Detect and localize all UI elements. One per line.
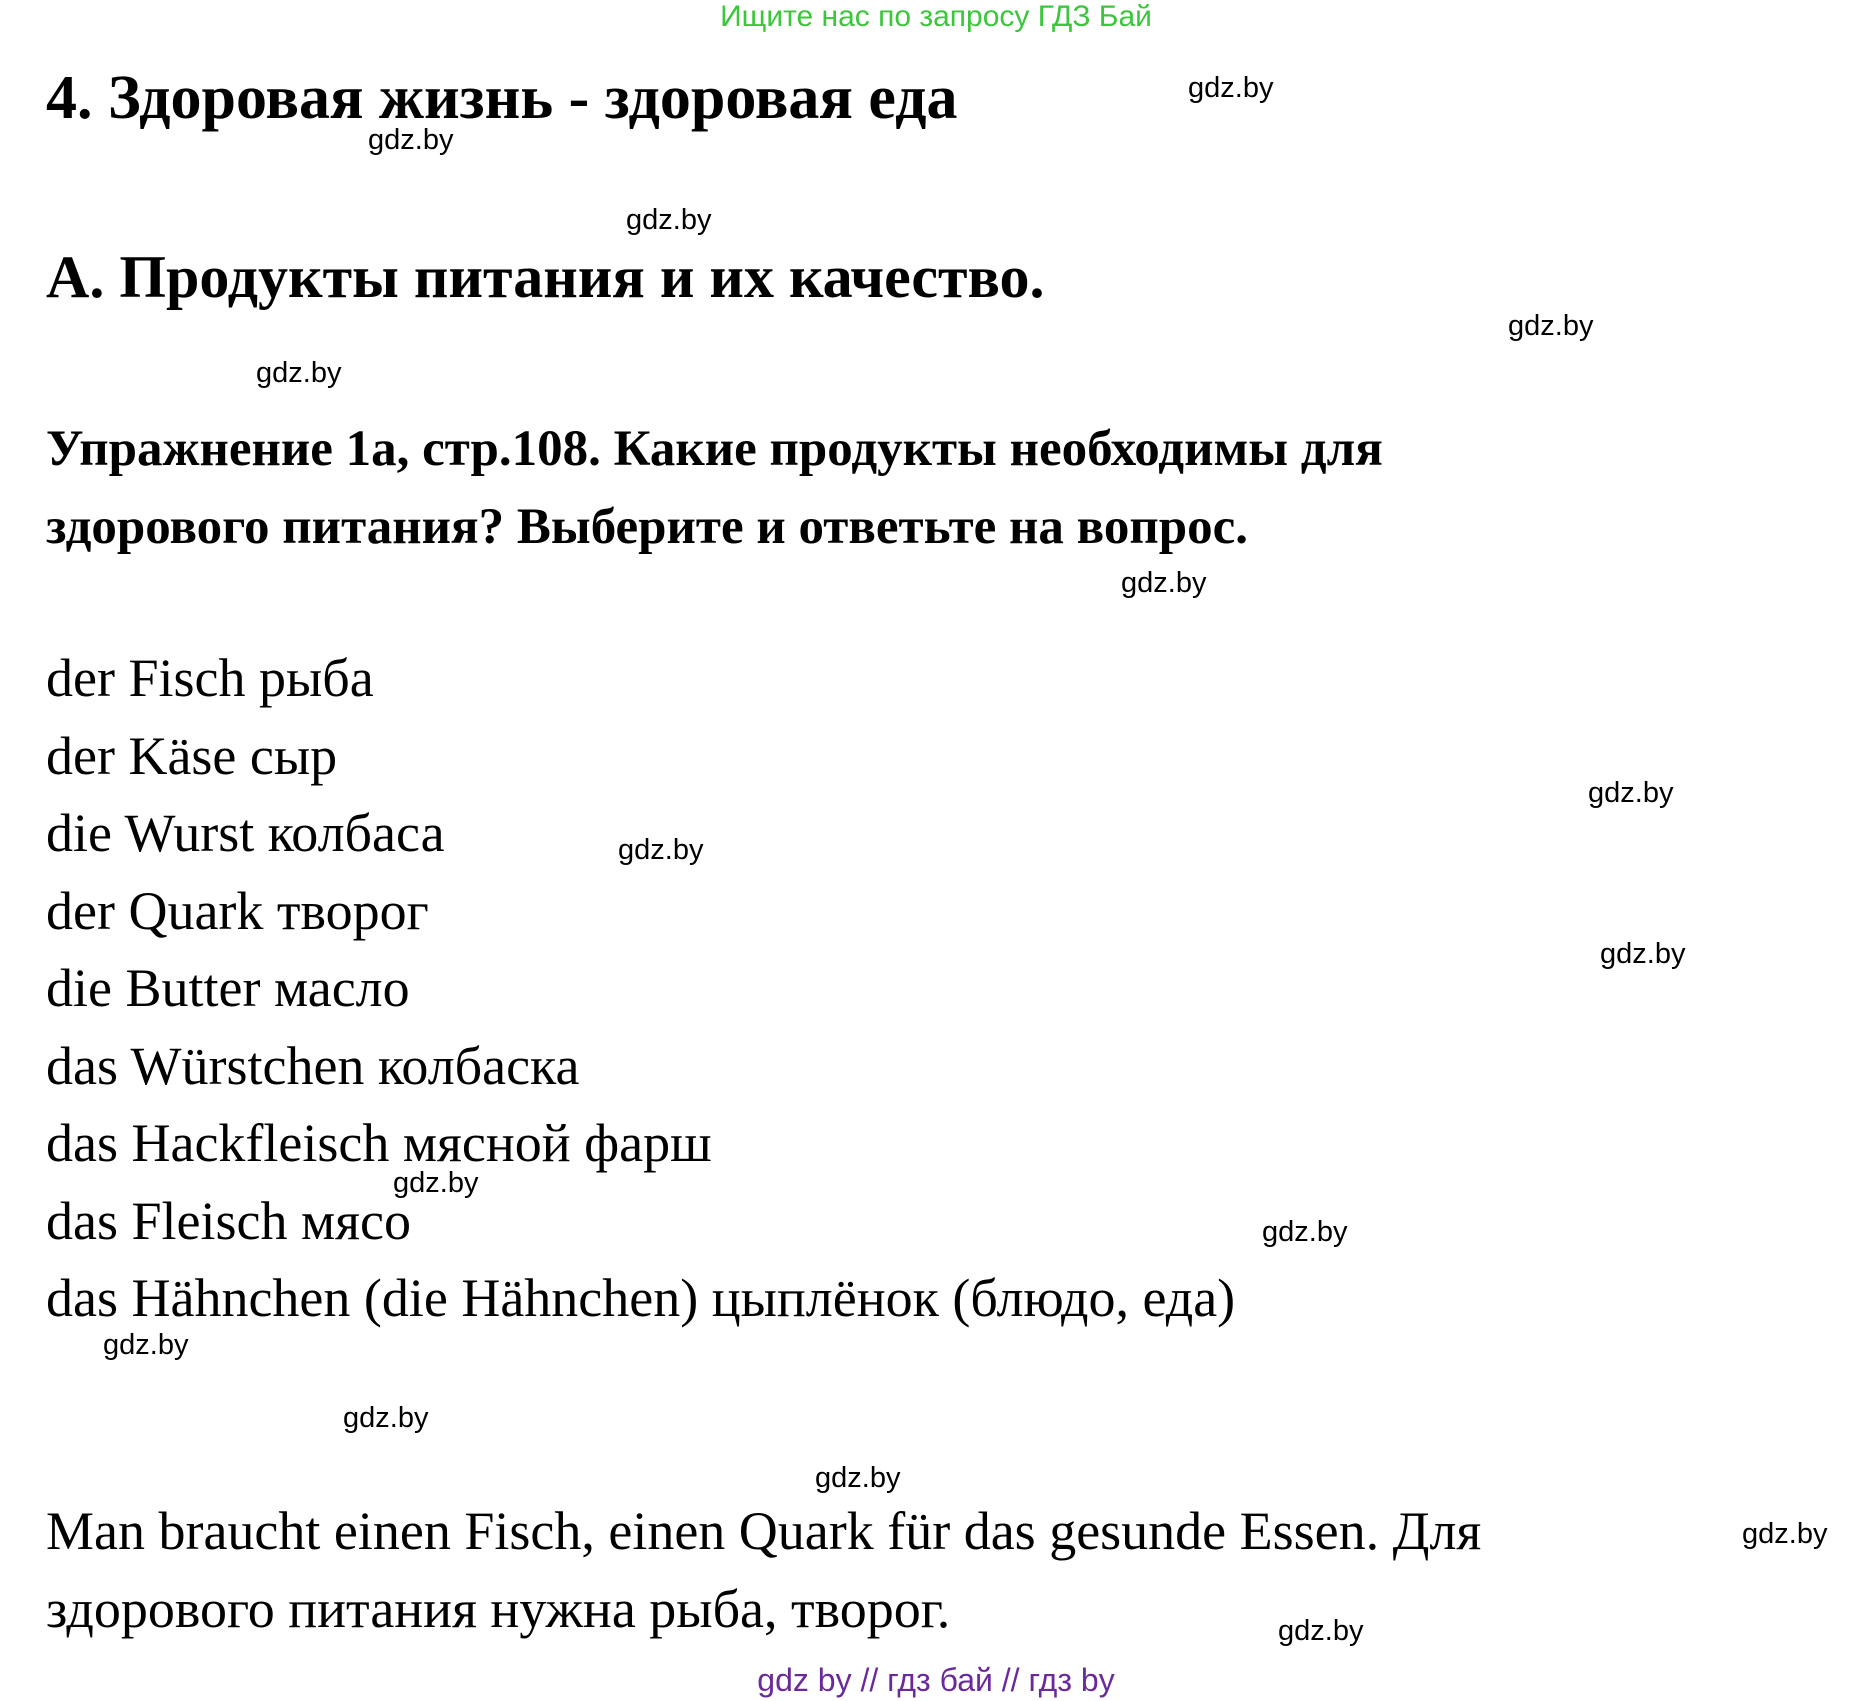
vocab-item: der Quark творог: [46, 880, 429, 941]
watermark: gdz.by: [1278, 1615, 1364, 1647]
exercise-line-2: здорового питания? Выберите и ответьте на вопрос.: [46, 499, 1249, 555]
section-title: 4. Здоровая жизнь - здоровая еда: [46, 64, 958, 132]
watermark: gdz.by: [393, 1167, 479, 1199]
watermark: gdz.by: [1742, 1518, 1828, 1550]
subsection-title: A. Продукты питания и их качество.: [46, 244, 1045, 310]
watermark: gdz.by: [1188, 72, 1274, 104]
watermark: gdz.by: [626, 204, 712, 236]
vocab-item: der Fisch рыба: [46, 648, 374, 708]
answer-text: [46, 1492, 1481, 1648]
watermark: gdz.by: [815, 1462, 901, 1494]
exercise-heading: [46, 410, 1383, 566]
watermark: gdz.by: [368, 124, 454, 156]
watermark: gdz.by: [1588, 777, 1674, 809]
watermark: gdz.by: [103, 1329, 189, 1361]
top-banner: Ищите нас по запросу ГДЗ Бай: [720, 0, 1152, 33]
watermark: gdz.by: [256, 357, 342, 389]
watermark: gdz.by: [618, 834, 704, 866]
exercise-line-1: Упражнение 1а, стр.108. Какие продукты необходимы для: [46, 421, 1383, 477]
watermark: gdz.by: [1121, 567, 1207, 599]
vocab-item: das Hähnchen (die Hähnchen) цыплёнок (блюдо, еда): [46, 1268, 1236, 1328]
watermark: gdz.by: [343, 1402, 429, 1434]
watermark: gdz.by: [1262, 1216, 1348, 1248]
vocab-item: das Hackfleisch мясной фарш: [46, 1113, 712, 1173]
watermark: gdz.by: [1600, 938, 1686, 970]
vocab-item: das Würstchen колбаска: [46, 1035, 580, 1096]
vocab-item: die Wurst колбаса: [46, 803, 445, 863]
watermark: gdz.by: [1508, 310, 1594, 342]
vocab-item: der Käse сыр: [46, 725, 338, 786]
footer-watermark: gdz by // гдз бай // гдз by: [757, 1662, 1115, 1698]
answer-line-2: здорового питания нужна рыба, творог.: [46, 1579, 951, 1639]
vocab-list: [46, 640, 1235, 1338]
vocab-item: die Butter масло: [46, 958, 410, 1018]
vocab-item: das Fleisch мясо: [46, 1190, 411, 1251]
answer-line-1: Man braucht einen Fisch, einen Quark für das gesunde Essen. Для: [46, 1501, 1482, 1561]
